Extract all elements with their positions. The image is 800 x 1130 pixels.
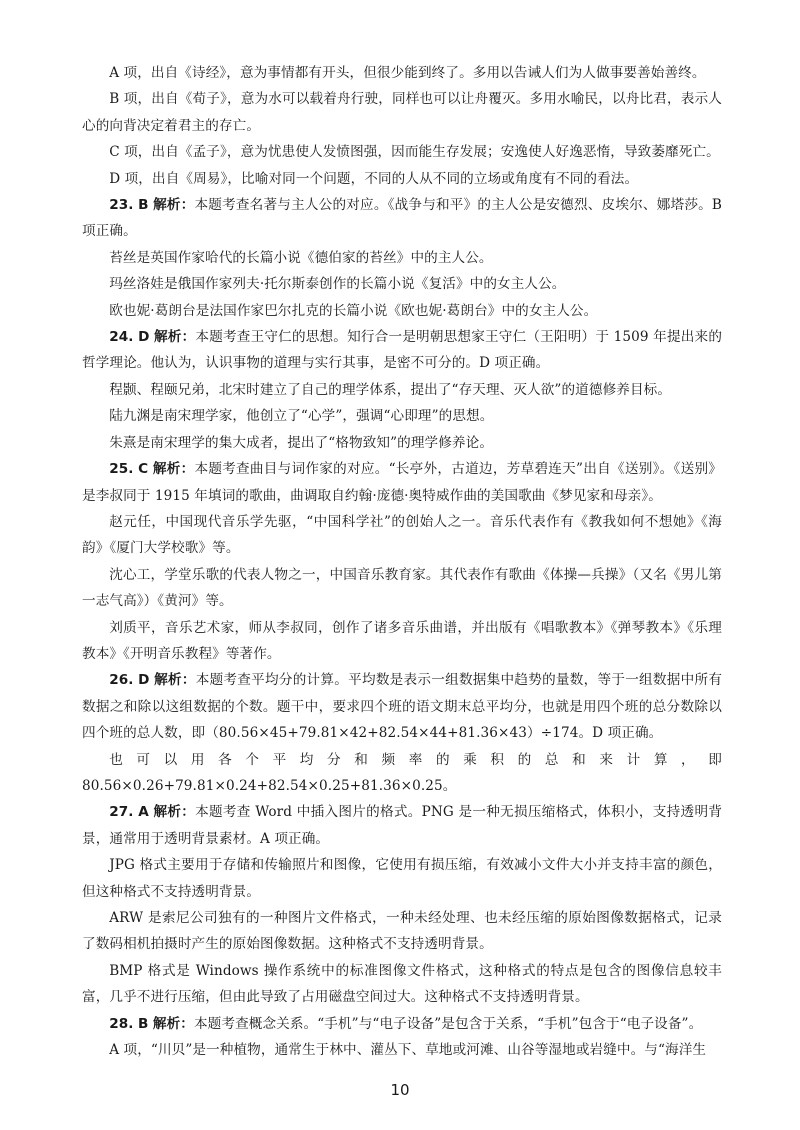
analysis-label: 解析： <box>153 804 196 821</box>
answer-paragraph-27 <box>82 799 722 852</box>
paragraph: BMP 格式是 Windows 操作系统中的标准图像文件格式，这种格式的特点是包含的图像信息较丰富，几乎不进行压缩，但由此导致了占用磁盘空间过大。这种格式不支持透明背景。 <box>82 962 722 1006</box>
paragraph: 沈心工，学堂乐歌的代表人物之一，中国音乐教育家。其代表作有歌曲《体操—兵操》（又名《男儿第一志气高》）《黄河》等。 <box>82 566 722 610</box>
analysis-label: 解析： <box>154 672 196 689</box>
paragraph: ARW 是索尼公司独有的一种图片文件格式，一种未经处理、也未经压缩的原始图像数据格式，记录了数码相机拍摄时产生的原始图像数据。这种格式不支持透明背景。 <box>82 910 722 953</box>
paragraph: 欧也妮·葛朗台是法国作家巴尔扎克的长篇小说《欧也妮·葛朗台》中的女主人公。 <box>109 302 598 319</box>
answer-paragraph-28 <box>82 1011 722 1037</box>
paragraph: JPG 格式主要用于存储和传输照片和图像，它使用有损压缩，有效减小文件大小并支持丰富的颜色，但这种格式不支持透明背景。 <box>82 857 722 900</box>
analysis-label: 解析： <box>152 461 195 478</box>
paragraph: 刘质平，音乐艺术家，师从李叔同，创作了诸多音乐曲谱，并出版有《唱歌教本》《弹琴教本》《乐理教本》《开明音乐教程》等著作。 <box>82 619 722 662</box>
document-body <box>82 60 722 1063</box>
paragraph: 赵元任，中国现代音乐学先驱，“中国科学社”的创始人之一。音乐代表作有《教我如何不想她》《海韵》《厦门大学校歌》等。 <box>82 513 722 557</box>
analysis-label: 解析： <box>153 197 195 214</box>
paragraph: 苔丝是英国作家哈代的长篇小说《德伯家的苔丝》中的主人公。 <box>109 249 493 266</box>
answer-letter: D <box>138 329 150 346</box>
paragraph: A 项，出自《诗经》，意为事情都有开头，但很少能到终了。多用以告诫人们为人做事要善始善终。 <box>109 65 706 81</box>
analysis-label: 解析： <box>152 1015 194 1032</box>
page-number: 10 <box>390 1081 410 1099</box>
question-number: 27. <box>109 804 134 821</box>
answer-paragraph-24 <box>82 324 722 377</box>
paragraph: 也可以用各个平均分和频率的乘积的总和来计算，即 80.56×0.26+79.81×0.24+82.54×0.25+81.36×0.25。 <box>82 751 722 794</box>
answer-paragraph-26 <box>82 667 722 746</box>
analysis-text: 本题考查 Word 中插入图片的格式。PNG 是一种无损压缩格式，体积小，支持透明背景，通常用于透明背景素材。A 项正确。 <box>82 804 723 847</box>
paragraph: D 项，出自《周易》，比喻对同一个问题，不同的人从不同的立场或角度有不同的看法。 <box>109 170 639 187</box>
answer-letter: B <box>138 1015 149 1032</box>
analysis-text: 本题考查名著与主人公的对应。《战争与和平》的主人公是安德烈、皮埃尔、娜塔莎。B 项正确。 <box>82 197 723 240</box>
answer-paragraph-25 <box>82 456 722 509</box>
answer-letter: B <box>138 197 149 214</box>
analysis-label: 解析： <box>154 329 196 346</box>
paragraph: C 项，出自《孟子》，意为忧患使人发愤图强，因而能生存发展；安逸使人好逸恶惰，导致萎靡死亡。 <box>109 144 720 161</box>
analysis-text: 本题考查概念关系。“手机”与“电子设备”是包含于关系，“手机”包含于“电子设备”。 <box>193 1015 703 1032</box>
paragraph: 玛丝洛娃是俄国作家列夫·托尔斯泰创作的长篇小说《复活》中的女主人公。 <box>109 276 566 293</box>
paragraph: 朱熹是南宋理学的集大成者，提出了“格物致知”的理学修养论。 <box>109 434 494 451</box>
paragraph: 程颢、程颐兄弟，北宋时建立了自己的理学体系，提出了“存天理、灭人欲”的道德修养目标。 <box>109 381 672 398</box>
answer-letter: A <box>138 804 149 821</box>
analysis-text: 本题考查平均分的计算。平均数是表示一组数据集中趋势的量数，等于一组数据中所有数据之和除以这组数据的个数。题干中，要求四个班的语文期末总平均分，也就是用四个班的总分数除以四个班的总人数，即（80.56×45+79.81×42+82.54×44+81.36×43）÷174。D 项正确。 <box>82 672 723 742</box>
answer-paragraph-23 <box>82 192 722 245</box>
paragraph: 陆九渊是南宋理学家，他创立了“心学”，强调“心即理”的思想。 <box>109 408 494 425</box>
answer-letter: D <box>138 672 150 689</box>
paragraph: B 项，出自《荀子》，意为水可以载着舟行驶，同样也可以让舟覆灭。多用水喻民，以舟比君，表示人心的向背决定着君主的存亡。 <box>82 91 722 134</box>
question-number: 25. <box>109 461 134 478</box>
question-number: 26. <box>109 672 134 689</box>
question-number: 23. <box>109 197 134 214</box>
analysis-text: 本题考查王守仁的思想。知行合一是明朝思想家王守仁（王阳明）于 1509 年提出来的哲学理论。他认为，认识事物的道理与实行其事，是密不可分的。D 项正确。 <box>82 329 723 372</box>
answer-letter: C <box>138 461 149 478</box>
analysis-text: 本题考查曲目与词作家的对应。“长亭外，古道边，芳草碧连天”出自《送别》。《送别》是李叔同于 1915 年填词的歌曲，曲调取自约翰·庞德·奥特威作曲的美国歌曲《梦见家和母亲》。 <box>82 461 723 504</box>
question-number: 28. <box>109 1015 134 1032</box>
question-number: 24. <box>109 329 134 346</box>
paragraph: A 项，“川贝”是一种植物，通常生于林中、灌丛下、草地或河滩、山谷等湿地或岩缝中。与“海洋生 <box>109 1042 707 1059</box>
